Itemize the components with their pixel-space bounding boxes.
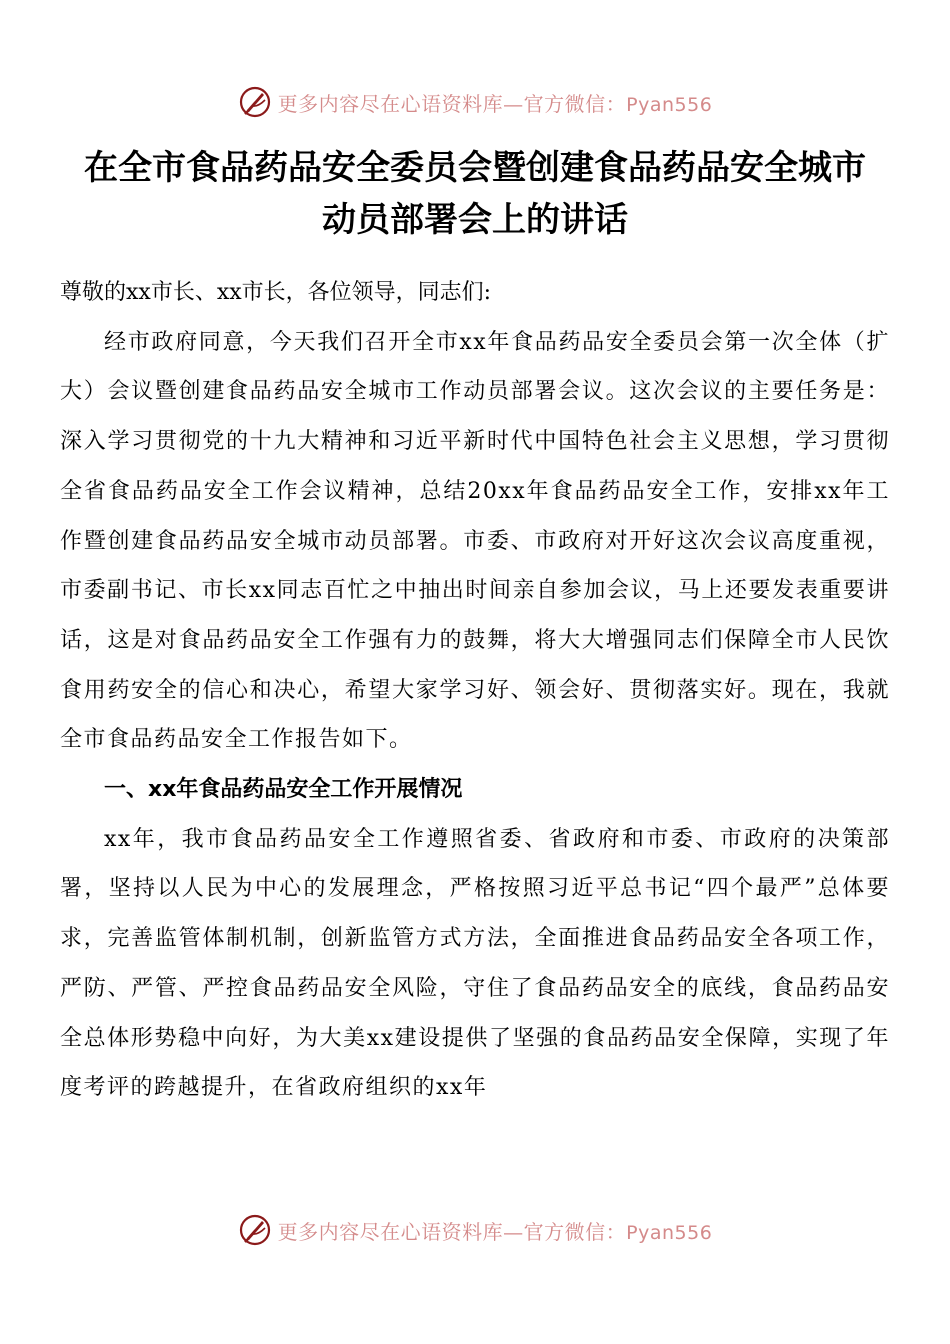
- watermark-footer: [0, 1210, 950, 1250]
- greeting: 尊敬的xx市长、xx市长，各位领导，同志们:: [60, 280, 492, 305]
- title-line-2: 动员部署会上的讲话: [322, 200, 628, 240]
- watermark-text: 更多内容尽在心语资料库—官方微信：Pyan556: [277, 1219, 713, 1244]
- section-heading-1: 一、xx年食品药品安全工作开展情况: [104, 777, 463, 803]
- document-body: [60, 268, 890, 1113]
- quill-logo-icon: [238, 85, 272, 119]
- quill-logo-icon: [238, 1213, 272, 1247]
- title-line-1: 在全市食品药品安全委员会暨创建食品药品安全城市: [84, 148, 866, 188]
- watermark-text: 更多内容尽在心语资料库—官方微信：Pyan556: [277, 91, 713, 116]
- paragraph-intro: 经市政府同意，今天我们召开全市xx年食品药品安全委员会第一次全体（扩大）会议暨创建食品药品安全城市工作动员部署会议。这次会议的主要任务是：深入学习贯彻党的十九大精神和习近平新时代中国特色社会主义思想，学习贯彻全省食品药品安全工作会议精神，总结20xx年食品药品安全工作，安排xx年工作暨创建食品药品安全城市动员部署。市委、市政府对开好这次会议高度重视，市委副书记、市长xx同志百忙之中抽出时间亲自参加会议，马上还要发表重要讲话，这是对食品药品安全工作强有力的鼓舞，将大大增强同志们保障全市人民饮食用药安全的信心和决心，希望大家学习好、领会好、贯彻落实好。现在，我就全市食品药品安全工作报告如下。: [60, 329, 890, 753]
- watermark-header: [0, 82, 950, 122]
- document-title: [40, 142, 910, 246]
- paragraph-section-1: xx年，我市食品药品安全工作遵照省委、省政府和市委、市政府的决策部署，坚持以人民为中心的发展理念，严格按照习近平总书记“四个最严”总体要求，完善监管体制机制，创新监管方式方法，全面推进食品药品安全各项工作，严防、严管、严控食品药品安全风险，守住了食品药品安全的底线，食品药品安全总体形势稳中向好，为大美xx建设提供了坚强的食品药品安全保障，实现了年度考评的跨越提升，在省政府组织的xx年: [60, 826, 890, 1101]
